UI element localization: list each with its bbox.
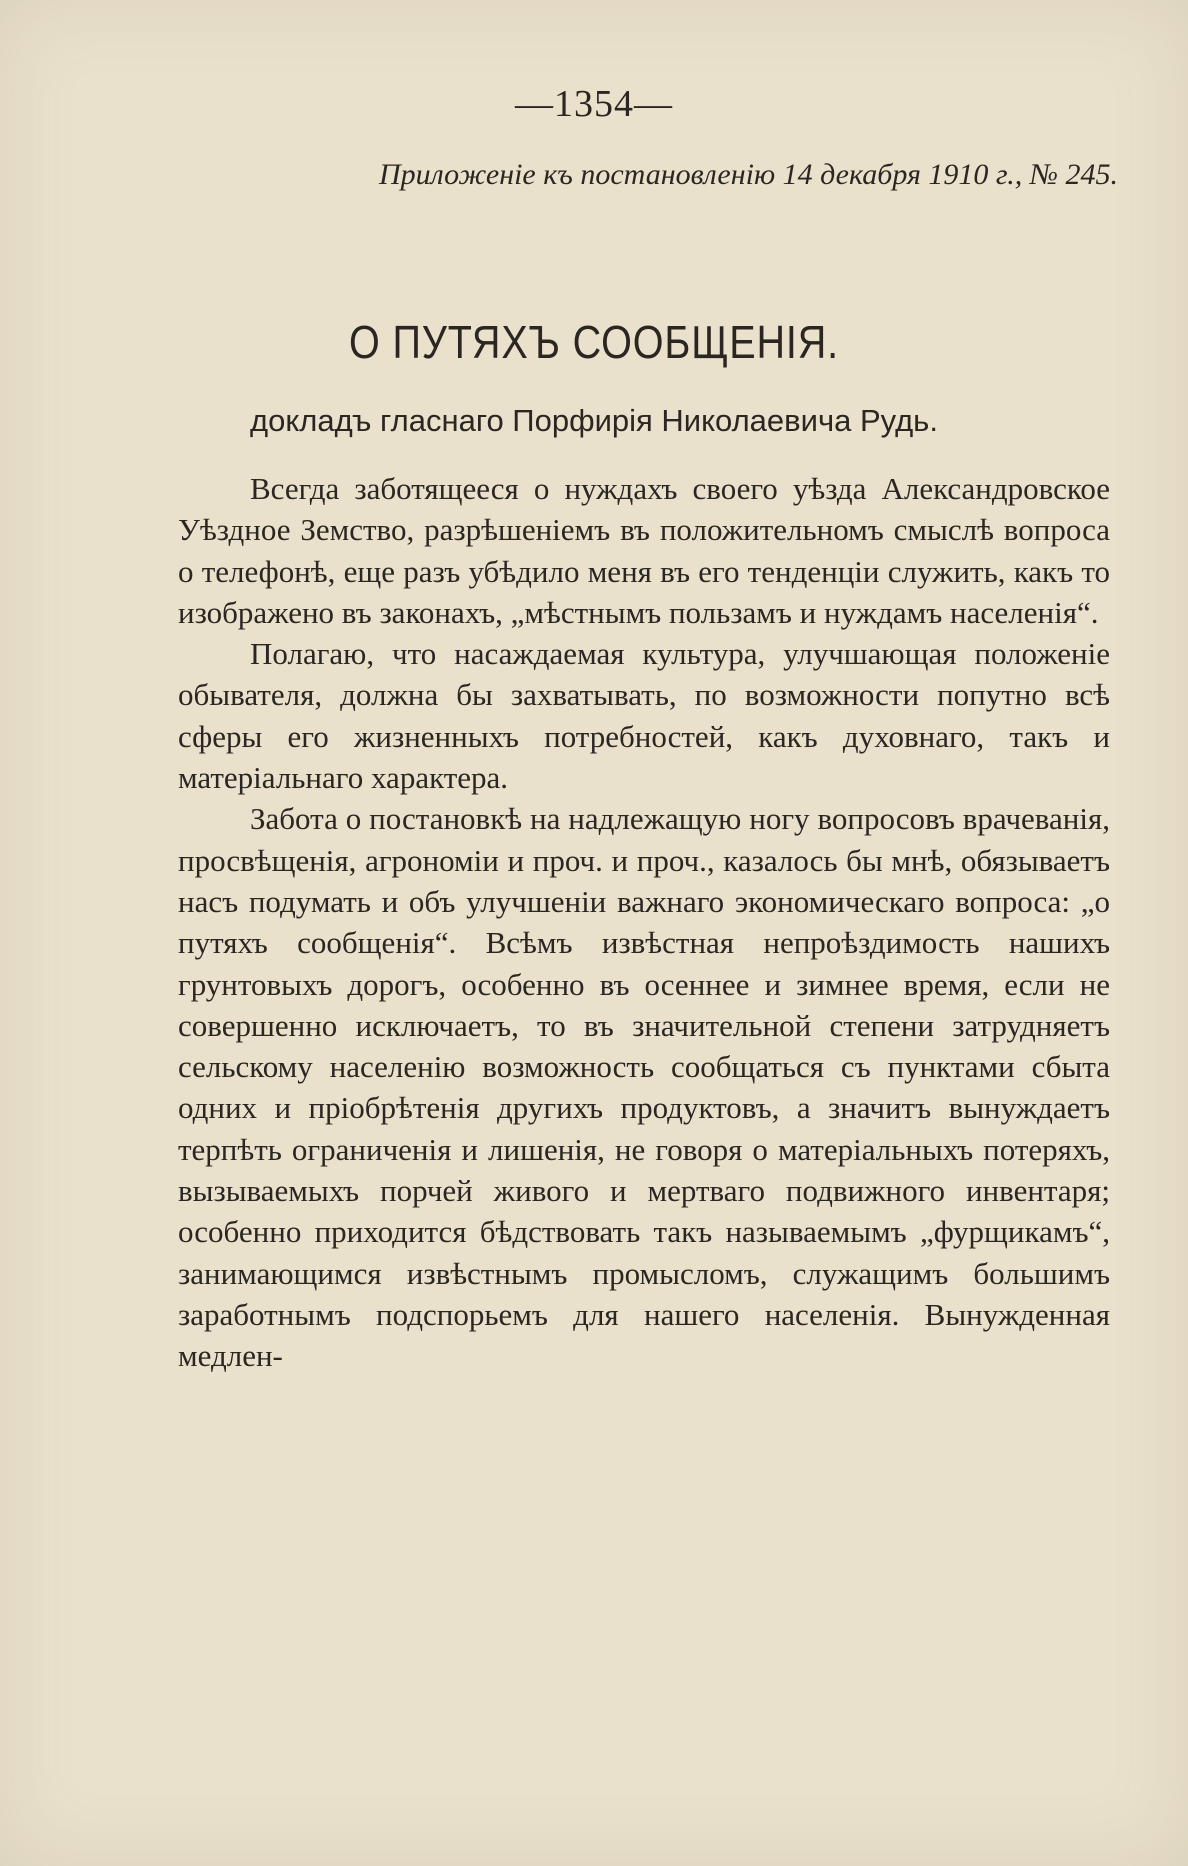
body-text (178, 468, 1110, 1377)
paragraph-3: Забота о постановкѣ на надлежащую ногу вопросовъ врачеванія, просвѣщенія, агрономіи и проч. и проч., казалось бы мнѣ, обязываетъ насъ подумать и объ улучшеніи важнаго экономическаго вопроса: „о путяхъ сообщенія“. Всѣмъ извѣстная непроѣздимость нашихъ грунтовыхъ дорогъ, особенно въ осеннее и зимнее время, если не совершенно исключаетъ, то въ значительной степени затрудняетъ сельскому населенію возможность сообщаться съ пунктами сбыта одних и пріобрѣтенія другихъ продуктовъ, а значитъ вынуждаетъ терпѣть ограниченія и лишенія, не говоря о матеріальныхъ потеряхъ, вызываемыхъ порчей живого и мертваго подвижного инвентаря; особенно приходится бѣдствовать такъ называемымъ „фурщикамъ“, занимающимся извѣстнымъ промысломъ, служащимъ большимъ заработнымъ подспорьемъ для нашего населенія. Вынужденная медлен- (178, 801, 1110, 1374)
document-subtitle: докладъ гласнаго Порфирія Николаевича Рудь. (250, 403, 938, 438)
appendix-note: Приложеніе къ постановленію 14 декабря 1910 г., № 245. (379, 158, 1118, 191)
document-title: О ПУТЯХЪ СООБЩЕНІЯ. (348, 316, 840, 368)
paragraph-1: Всегда заботящееся о нуждахъ своего уѣзда Александровское Уѣздное Земство, разрѣшеніемъ въ положительномъ смыслѣ вопроса о телефонѣ, еще разъ убѣдило меня въ его тенденціи служить, какъ то изображено въ законахъ, „мѣстнымъ пользамъ и нуждамъ населенія“. (178, 471, 1110, 630)
paragraph-2: Полагаю, что насаждаемая культура, улучшающая положеніе обывателя, должна бы захватывать, по возможности попутно всѣ сферы его жизненныхъ потребностей, какъ духовнаго, такъ и матеріальнаго характера. (178, 636, 1110, 796)
page-number: —1354— (515, 83, 673, 125)
